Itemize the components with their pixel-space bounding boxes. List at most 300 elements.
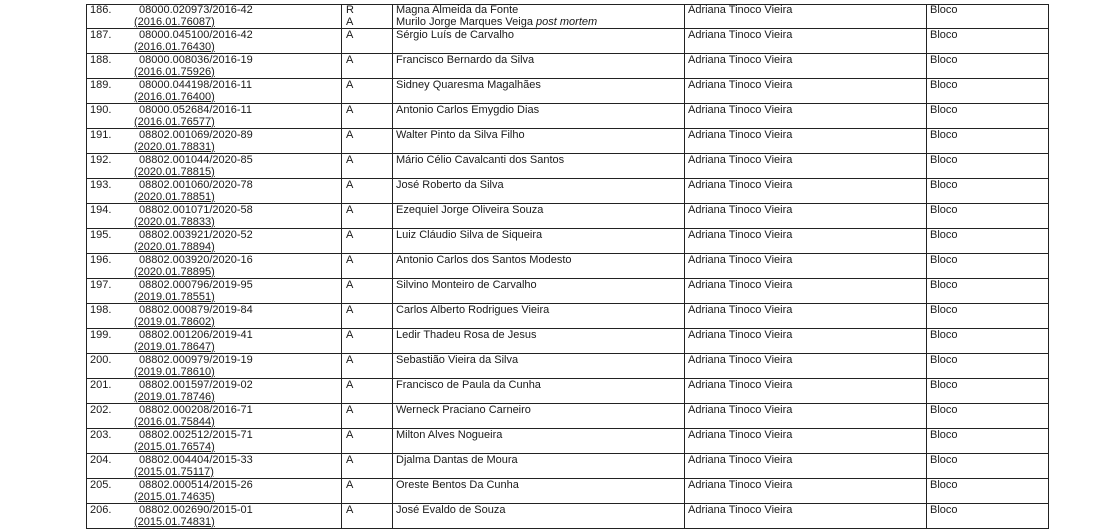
- item-number-cell: [87, 404, 135, 429]
- process-registry: (2020.01.78815): [134, 165, 215, 178]
- relator-name: Adriana Tinoco Vieira: [688, 179, 793, 191]
- process-registry: (2016.01.75844): [134, 415, 215, 428]
- relator-cell: [685, 279, 927, 304]
- item-number: 201.: [90, 379, 112, 391]
- process-number: 08802.002512/2015-71: [139, 429, 253, 441]
- relator-name: Adriana Tinoco Vieira: [688, 429, 793, 441]
- process-number: 08802.003921/2020-52: [139, 229, 253, 241]
- item-number: 198.: [90, 304, 112, 316]
- process-number: 08000.044198/2016-11: [139, 79, 252, 91]
- status-code: A: [346, 454, 354, 466]
- relator-name: Adriana Tinoco Vieira: [688, 404, 793, 416]
- process-number: 08000.045100/2016-42: [139, 29, 253, 41]
- relator-name: Adriana Tinoco Vieira: [688, 29, 793, 41]
- table-row: [87, 454, 1049, 479]
- item-number: 195.: [90, 229, 112, 241]
- relator-cell: [685, 354, 927, 379]
- table-row: [87, 304, 1049, 329]
- relator-cell: [685, 229, 927, 254]
- relator-cell: [685, 154, 927, 179]
- process-cell: [134, 304, 342, 329]
- applicant-name: Carlos Alberto Rodrigues Vieira: [396, 304, 550, 316]
- table-row: [87, 404, 1049, 429]
- applicant-cell: [393, 154, 685, 179]
- item-number-cell: [87, 29, 135, 54]
- status-cell: [342, 404, 393, 429]
- type-cell: [927, 329, 1049, 354]
- judgment-type: Bloco: [930, 329, 958, 341]
- relator-name: Adriana Tinoco Vieira: [688, 79, 793, 91]
- applicant-cell: [393, 454, 685, 479]
- judgment-type: Bloco: [930, 429, 958, 441]
- item-number-cell: [87, 54, 135, 79]
- process-number: 08000.008036/2016-19: [139, 54, 253, 66]
- process-number: 08802.001206/2019-41: [139, 329, 253, 341]
- process-cell: [134, 104, 342, 129]
- process-cell: [134, 279, 342, 304]
- process-registry: (2015.01.74635): [134, 490, 215, 503]
- relator-cell: [685, 329, 927, 354]
- status-cell: [342, 379, 393, 404]
- item-number: 205.: [90, 479, 112, 491]
- process-registry: (2020.01.78895): [134, 265, 215, 278]
- item-number: 190.: [90, 104, 112, 116]
- applicant-name: Oreste Bentos Da Cunha: [396, 479, 519, 491]
- item-number-cell: [87, 254, 135, 279]
- applicant-cell: [393, 29, 685, 54]
- item-number-cell: [87, 329, 135, 354]
- status-cell: [342, 479, 393, 504]
- item-number-cell: [87, 504, 135, 529]
- item-number: 192.: [90, 154, 112, 166]
- item-number: 200.: [90, 354, 112, 366]
- process-registry: (2020.01.78851): [134, 190, 215, 203]
- process-cell: [134, 129, 342, 154]
- item-number: 194.: [90, 204, 112, 216]
- relator-cell: [685, 5, 927, 29]
- table-row: [87, 504, 1049, 529]
- process-cell: [134, 154, 342, 179]
- relator-cell: [685, 479, 927, 504]
- judgment-type: Bloco: [930, 504, 958, 516]
- item-number-cell: [87, 154, 135, 179]
- applicant-cell: [393, 79, 685, 104]
- relator-cell: [685, 504, 927, 529]
- status-cell: [342, 304, 393, 329]
- type-cell: [927, 279, 1049, 304]
- status-cell: [342, 229, 393, 254]
- process-number: 08802.001069/2020-89: [139, 129, 253, 141]
- process-cell: [134, 429, 342, 454]
- status-cell: [342, 329, 393, 354]
- process-number: 08802.001060/2020-78: [139, 179, 253, 191]
- type-cell: [927, 179, 1049, 204]
- process-cell: [134, 54, 342, 79]
- relator-name: Adriana Tinoco Vieira: [688, 304, 793, 316]
- secondary-applicant-name: Murilo Jorge Marques Veiga: [396, 15, 533, 28]
- process-registry: (2015.01.76574): [134, 440, 215, 453]
- relator-name: Adriana Tinoco Vieira: [688, 229, 793, 241]
- process-registry: (2019.01.78551): [134, 290, 215, 303]
- judgment-type: Bloco: [930, 254, 958, 266]
- status-cell: [342, 154, 393, 179]
- status-code: A: [346, 29, 354, 41]
- relator-name: Adriana Tinoco Vieira: [688, 54, 793, 66]
- type-cell: [927, 79, 1049, 104]
- applicant-name: Antonio Carlos Emygdio Dias: [396, 104, 540, 116]
- relator-name: Adriana Tinoco Vieira: [688, 354, 793, 366]
- applicant-cell: [393, 354, 685, 379]
- process-registry: (2016.01.76400): [134, 90, 215, 103]
- process-registry: (2015.01.74831): [134, 515, 215, 528]
- applicant-cell: [393, 204, 685, 229]
- process-cell: [134, 29, 342, 54]
- process-cell: [134, 354, 342, 379]
- applicant-cell: [393, 279, 685, 304]
- judgment-type: Bloco: [930, 29, 958, 41]
- item-number: 203.: [90, 429, 112, 441]
- relator-cell: [685, 429, 927, 454]
- type-cell: [927, 129, 1049, 154]
- process-registry: (2016.01.76430): [134, 40, 215, 53]
- applicant-name: Walter Pinto da Silva Filho: [396, 129, 525, 141]
- status-cell: [342, 179, 393, 204]
- status-cell: [342, 129, 393, 154]
- judgment-type: Bloco: [930, 129, 958, 141]
- process-cell: [134, 5, 342, 29]
- status-code: A: [346, 354, 354, 366]
- applicant-name: Milton Alves Nogueira: [396, 429, 503, 441]
- judgment-type: Bloco: [930, 179, 958, 191]
- relator-name: Adriana Tinoco Vieira: [688, 379, 793, 391]
- process-cell: [134, 329, 342, 354]
- relator-cell: [685, 454, 927, 479]
- item-number-cell: [87, 204, 135, 229]
- process-registry: (2019.01.78647): [134, 340, 215, 353]
- applicant-cell: [393, 379, 685, 404]
- process-number: 08802.000208/2016-71: [139, 404, 253, 416]
- item-number: 191.: [90, 129, 112, 141]
- applicant-cell: [393, 504, 685, 529]
- type-cell: [927, 204, 1049, 229]
- process-cell: [134, 229, 342, 254]
- process-registry: (2020.01.78894): [134, 240, 215, 253]
- process-number: 08802.000796/2019-95: [139, 279, 253, 291]
- process-number: 08802.001071/2020-58: [139, 204, 253, 216]
- table-row: [87, 229, 1049, 254]
- relator-name: Adriana Tinoco Vieira: [688, 504, 793, 516]
- applicant-cell: [393, 254, 685, 279]
- process-number: 08802.000879/2019-84: [139, 304, 253, 316]
- relator-name: Adriana Tinoco Vieira: [688, 4, 793, 16]
- item-number: 187.: [90, 29, 112, 41]
- process-registry: (2019.01.78610): [134, 365, 215, 378]
- item-number-cell: [87, 179, 135, 204]
- relator-cell: [685, 179, 927, 204]
- item-number-cell: [87, 354, 135, 379]
- type-cell: [927, 404, 1049, 429]
- applicant-name: Ledir Thadeu Rosa de Jesus: [396, 329, 537, 341]
- judgment-type: Bloco: [930, 454, 958, 466]
- item-number: 202.: [90, 404, 112, 416]
- table-row: [87, 354, 1049, 379]
- item-number: 197.: [90, 279, 112, 291]
- relator-name: Adriana Tinoco Vieira: [688, 129, 793, 141]
- process-cell: [134, 454, 342, 479]
- status-cell: [342, 5, 393, 29]
- process-registry: (2020.01.78831): [134, 140, 215, 153]
- status-cell: [342, 254, 393, 279]
- type-cell: [927, 504, 1049, 529]
- table-row: [87, 279, 1049, 304]
- item-number: 206.: [90, 504, 112, 516]
- process-cell: [134, 504, 342, 529]
- process-number: 08802.004404/2015-33: [139, 454, 253, 466]
- applicant-name: Sérgio Luís de Carvalho: [396, 29, 515, 41]
- status-code: A: [346, 204, 354, 216]
- status-cell: [342, 354, 393, 379]
- type-cell: [927, 429, 1049, 454]
- status-cell: [342, 104, 393, 129]
- table-row: [87, 429, 1049, 454]
- item-number: 199.: [90, 329, 112, 341]
- applicant-cell: [393, 129, 685, 154]
- item-number-cell: [87, 79, 135, 104]
- process-number: 08802.000514/2015-26: [139, 479, 253, 491]
- table-row: [87, 129, 1049, 154]
- table-row: [87, 204, 1049, 229]
- status-code: A: [346, 404, 354, 416]
- type-cell: [927, 304, 1049, 329]
- process-number: 08000.052684/2016-11: [139, 104, 252, 116]
- type-cell: [927, 479, 1049, 504]
- judgment-type: Bloco: [930, 379, 958, 391]
- judgment-type: Bloco: [930, 229, 958, 241]
- applicant-cell: [393, 179, 685, 204]
- item-number-cell: [87, 104, 135, 129]
- table-row: [87, 179, 1049, 204]
- table-row: [87, 479, 1049, 504]
- process-cell: [134, 379, 342, 404]
- table-row: [87, 79, 1049, 104]
- applicant-name: Antonio Carlos dos Santos Modesto: [396, 254, 572, 266]
- item-number: 188.: [90, 54, 112, 66]
- type-cell: [927, 154, 1049, 179]
- applicant-cell: [393, 229, 685, 254]
- item-number-cell: [87, 5, 135, 29]
- judgment-type: Bloco: [930, 154, 958, 166]
- status-code: A: [346, 254, 354, 266]
- status-cell: [342, 429, 393, 454]
- item-number-cell: [87, 229, 135, 254]
- relator-name: Adriana Tinoco Vieira: [688, 254, 793, 266]
- applicant-cell: [393, 429, 685, 454]
- table-row: [87, 154, 1049, 179]
- status-code: A: [346, 479, 354, 491]
- relator-cell: [685, 104, 927, 129]
- judgment-type: Bloco: [930, 304, 958, 316]
- applicant-cell: [393, 304, 685, 329]
- judgment-type: Bloco: [930, 479, 958, 491]
- type-cell: [927, 254, 1049, 279]
- judgment-type: Bloco: [930, 4, 958, 16]
- item-number-cell: [87, 479, 135, 504]
- applicant-name: Francisco Bernardo da Silva: [396, 54, 535, 66]
- status-code: A: [346, 504, 354, 516]
- process-number: 08000.020973/2016-42: [139, 4, 253, 16]
- type-cell: [927, 54, 1049, 79]
- process-registry: (2016.01.75926): [134, 65, 215, 78]
- judgment-type: Bloco: [930, 79, 958, 91]
- relator-name: Adriana Tinoco Vieira: [688, 154, 793, 166]
- table-row: [87, 5, 1049, 29]
- status-cell: [342, 79, 393, 104]
- status-cell: [342, 454, 393, 479]
- status-code: A: [346, 304, 354, 316]
- applicant-cell: [393, 5, 685, 29]
- relator-cell: [685, 29, 927, 54]
- processes-table: [86, 4, 1049, 529]
- process-cell: [134, 404, 342, 429]
- applicant-name: Werneck Praciano Carneiro: [396, 404, 531, 416]
- relator-name: Adriana Tinoco Vieira: [688, 279, 793, 291]
- process-number: 08802.001044/2020-85: [139, 154, 253, 166]
- judgment-type: Bloco: [930, 279, 958, 291]
- judgment-type: Bloco: [930, 404, 958, 416]
- status-code: A: [346, 379, 354, 391]
- status-code: A: [346, 429, 354, 441]
- process-cell: [134, 479, 342, 504]
- status-cell: [342, 54, 393, 79]
- process-registry: (2015.01.75117): [134, 465, 214, 478]
- applicant-cell: [393, 479, 685, 504]
- status-code-secondary: A: [346, 15, 354, 28]
- type-cell: [927, 229, 1049, 254]
- relator-cell: [685, 379, 927, 404]
- process-cell: [134, 254, 342, 279]
- table-row: [87, 254, 1049, 279]
- process-number: 08802.002690/2015-01: [139, 504, 253, 516]
- item-number: 186.: [90, 4, 112, 16]
- process-cell: [134, 79, 342, 104]
- table-row: [87, 54, 1049, 79]
- applicant-name: José Evaldo de Souza: [396, 504, 506, 516]
- applicant-name: Magna Almeida da Fonte: [396, 4, 519, 16]
- status-code: A: [346, 279, 354, 291]
- judgment-type: Bloco: [930, 54, 958, 66]
- relator-cell: [685, 79, 927, 104]
- item-number-cell: [87, 304, 135, 329]
- table-row: [87, 329, 1049, 354]
- applicant-name: Mário Célio Cavalcanti dos Santos: [396, 154, 565, 166]
- status-code: A: [346, 329, 354, 341]
- status-cell: [342, 29, 393, 54]
- process-cell: [134, 204, 342, 229]
- status-code: A: [346, 79, 354, 91]
- relator-cell: [685, 254, 927, 279]
- applicant-name: Sidney Quaresma Magalhães: [396, 79, 541, 91]
- type-cell: [927, 29, 1049, 54]
- status-code: A: [346, 129, 354, 141]
- process-cell: [134, 179, 342, 204]
- relator-cell: [685, 54, 927, 79]
- item-number: 196.: [90, 254, 112, 266]
- applicant-name: José Roberto da Silva: [396, 179, 504, 191]
- item-number: 193.: [90, 179, 112, 191]
- applicant-cell: [393, 329, 685, 354]
- relator-name: Adriana Tinoco Vieira: [688, 454, 793, 466]
- secondary-applicant: [396, 17, 681, 29]
- status-code: R: [346, 4, 354, 16]
- applicant-name: Sebastião Vieira da Silva: [396, 354, 519, 366]
- status-cell: [342, 504, 393, 529]
- status-code: A: [346, 54, 354, 66]
- type-cell: [927, 354, 1049, 379]
- judgment-type: Bloco: [930, 354, 958, 366]
- item-number-cell: [87, 379, 135, 404]
- relator-name: Adriana Tinoco Vieira: [688, 329, 793, 341]
- item-number: 189.: [90, 79, 112, 91]
- applicant-cell: [393, 54, 685, 79]
- table-row: [87, 379, 1049, 404]
- type-cell: [927, 454, 1049, 479]
- applicant-name: Ezequiel Jorge Oliveira Souza: [396, 204, 544, 216]
- table-row: [87, 29, 1049, 54]
- process-number: 08802.003920/2020-16: [139, 254, 253, 266]
- status-code: A: [346, 154, 354, 166]
- applicant-cell: [393, 104, 685, 129]
- relator-cell: [685, 304, 927, 329]
- applicant-name: Luiz Cláudio Silva de Siqueira: [396, 229, 543, 241]
- item-number-cell: [87, 279, 135, 304]
- applicant-name: Silvino Monteiro de Carvalho: [396, 279, 537, 291]
- type-cell: [927, 5, 1049, 29]
- process-registry: (2020.01.78833): [134, 215, 215, 228]
- relator-name: Adriana Tinoco Vieira: [688, 479, 793, 491]
- judgment-type: Bloco: [930, 104, 958, 116]
- status-cell: [342, 279, 393, 304]
- status-code: A: [346, 229, 354, 241]
- type-cell: [927, 379, 1049, 404]
- type-cell: [927, 104, 1049, 129]
- relator-name: Adriana Tinoco Vieira: [688, 104, 793, 116]
- table-row: [87, 104, 1049, 129]
- item-number-cell: [87, 454, 135, 479]
- applicant-name: Djalma Dantas de Moura: [396, 454, 518, 466]
- status-code: A: [346, 104, 354, 116]
- applicant-name: Francisco de Paula da Cunha: [396, 379, 541, 391]
- process-registry: (2019.01.78746): [134, 390, 215, 403]
- relator-cell: [685, 129, 927, 154]
- relator-cell: [685, 204, 927, 229]
- relator-name: Adriana Tinoco Vieira: [688, 204, 793, 216]
- item-number: 204.: [90, 454, 112, 466]
- process-registry: (2019.01.78602): [134, 315, 215, 328]
- process-number: 08802.001597/2019-02: [139, 379, 253, 391]
- item-number-cell: [87, 429, 135, 454]
- applicant-cell: [393, 404, 685, 429]
- status-code: A: [346, 179, 354, 191]
- process-registry: (2016.01.76577): [134, 115, 215, 128]
- status-cell: [342, 204, 393, 229]
- process-number: 08802.000979/2019-19: [139, 354, 253, 366]
- post-mortem-note: post mortem: [536, 15, 598, 28]
- item-number-cell: [87, 129, 135, 154]
- process-registry: (2016.01.76087): [134, 15, 215, 28]
- relator-cell: [685, 404, 927, 429]
- judgment-type: Bloco: [930, 204, 958, 216]
- table-body: [87, 5, 1049, 529]
